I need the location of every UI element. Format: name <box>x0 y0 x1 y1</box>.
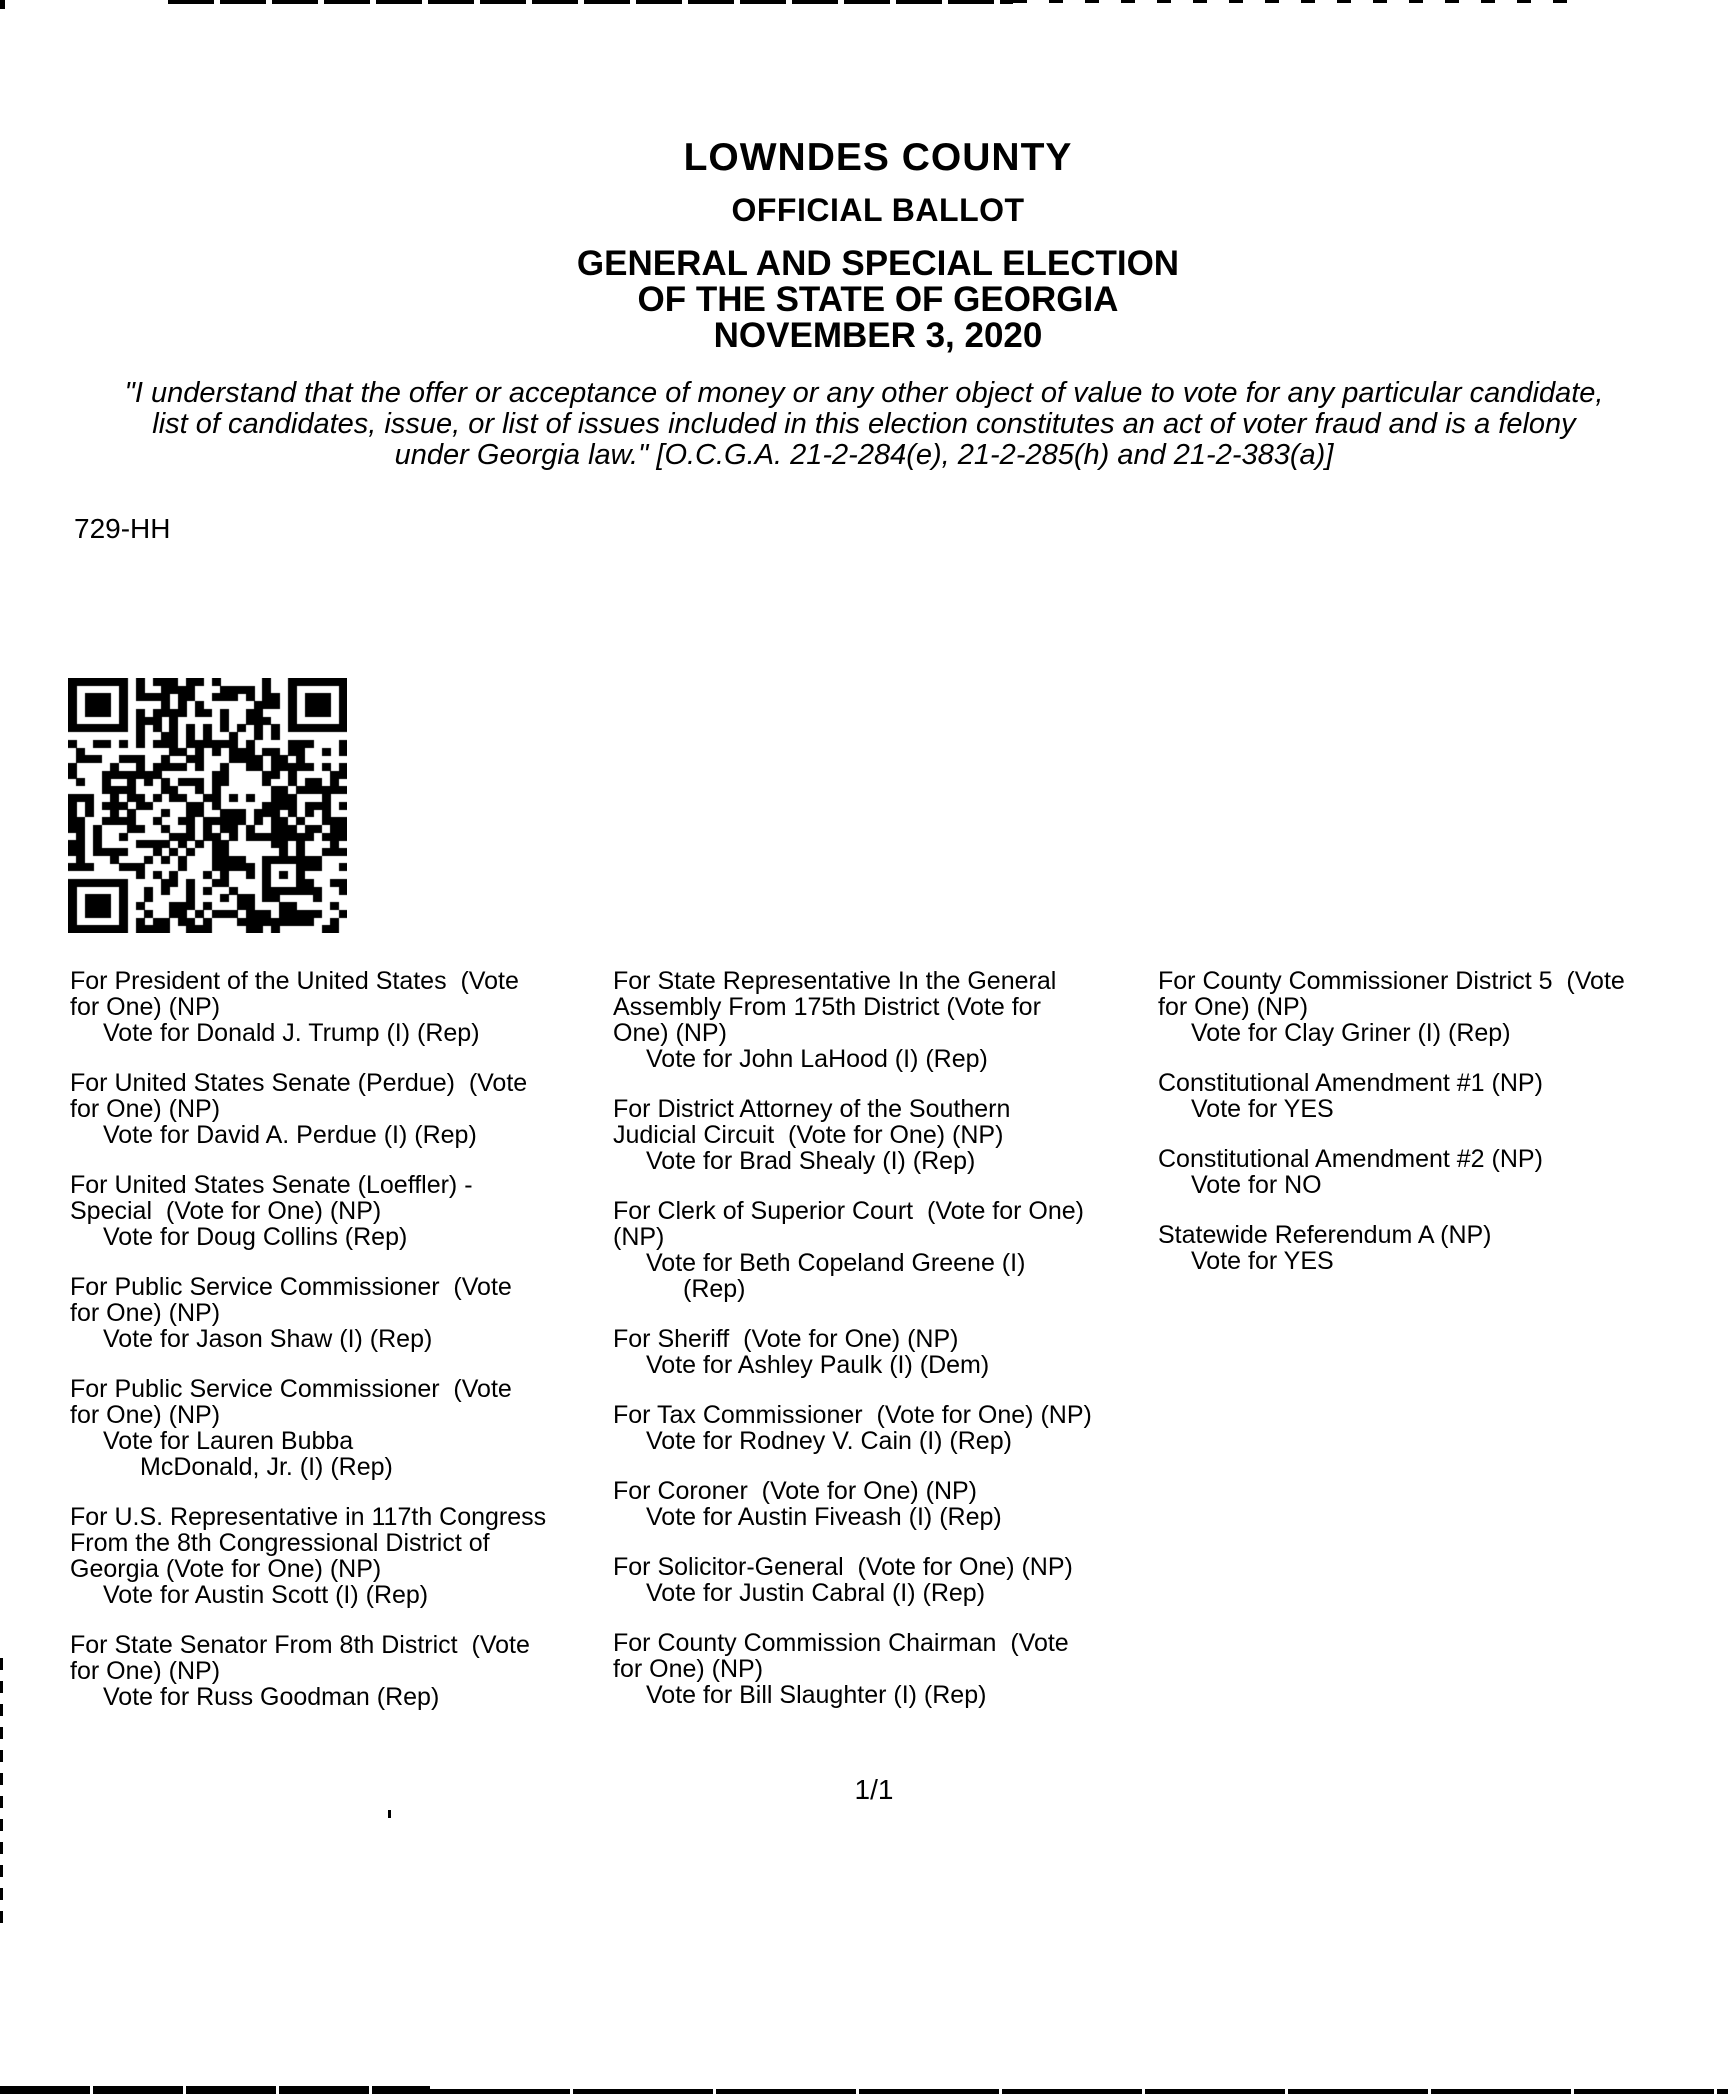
ballot-style-code: 729-HH <box>74 513 171 544</box>
county-title: LOWNDES COUNTY <box>683 136 1073 179</box>
vote-selection-line: Vote for Rodney V. Cain (I) (Rep) <box>646 1427 1012 1455</box>
contest-block <box>1158 1146 1682 1198</box>
contest-title-line: For Public Service Commissioner (Vote <box>70 1375 512 1403</box>
contest-block <box>1158 1070 1682 1122</box>
contest-title-line: For Coroner (Vote for One) (NP) <box>613 1477 978 1505</box>
disclaimer-line: list of candidates, issue, or list of issues included in this election constitutes an act of voter fraud and is a felony <box>152 408 1576 440</box>
contest-block <box>1158 968 1682 1046</box>
contest-title-line: For Public Service Commissioner (Vote <box>70 1273 512 1301</box>
contest-block <box>70 1172 615 1250</box>
scan-artifact-top-edge <box>168 0 1013 4</box>
contest-title-line: Statewide Referendum A (NP) <box>1158 1221 1492 1249</box>
contest-title-line: For United States Senate (Loeffler) - <box>70 1171 473 1199</box>
contest-title-line: For County Commissioner District 5 (Vote <box>1158 968 1625 995</box>
contest-title-line: One) (NP) <box>613 1019 727 1047</box>
election-title <box>14 246 1728 354</box>
contest-block <box>613 1402 1158 1454</box>
vote-selection-line: Vote for Russ Goodman (Rep) <box>103 1683 440 1711</box>
contest-title-line: Judicial Circuit (Vote for One) (NP) <box>613 1121 1004 1149</box>
contest-block <box>70 1274 615 1352</box>
contest-title-line: For United States Senate (Perdue) (Vote <box>70 1069 528 1097</box>
contest-title-line: for One) (NP) <box>70 993 221 1021</box>
voter-fraud-disclaimer <box>0 378 1728 471</box>
scan-artifact-bottom-edge <box>430 2089 1728 2094</box>
vote-selection-line: Vote for Ashley Paulk (I) (Dem) <box>646 1351 990 1379</box>
vote-selection-line: McDonald, Jr. (I) (Rep) <box>140 1453 393 1481</box>
contest-column-3 <box>1158 968 1682 1298</box>
vote-selection-line: Vote for Austin Scott (I) (Rep) <box>103 1581 429 1609</box>
scan-artifact-corner-mark <box>0 0 5 9</box>
contest-block <box>70 1070 615 1148</box>
vote-selection-line: Vote for Jason Shaw (I) (Rep) <box>103 1325 433 1353</box>
vote-selection-line: Vote for John LaHood (I) (Rep) <box>646 1045 988 1073</box>
contest-title-line: For Tax Commissioner (Vote for One) (NP) <box>613 1401 1092 1429</box>
contest-block <box>70 1504 615 1608</box>
vote-selection-line: Vote for David A. Perdue (I) (Rep) <box>103 1121 477 1149</box>
contest-title-line: (NP) <box>613 1223 665 1251</box>
contest-title-line: for One) (NP) <box>70 1299 221 1327</box>
ballot-type-title: OFFICIAL BALLOT <box>731 192 1025 228</box>
contest-title-line: For Sheriff (Vote for One) (NP) <box>613 1325 959 1353</box>
vote-selection-line: Vote for Brad Shealy (I) (Rep) <box>646 1147 976 1175</box>
contest-column-2 <box>613 968 1158 1732</box>
contest-block <box>70 968 615 1046</box>
vote-selection-line: Vote for Justin Cabral (I) (Rep) <box>646 1579 986 1607</box>
contest-title-line: For Solicitor-General (Vote for One) (NP) <box>613 1553 1073 1581</box>
contest-block <box>70 1632 615 1710</box>
contest-title-line: For District Attorney of the Southern <box>613 1095 1011 1123</box>
contest-block <box>613 1630 1158 1708</box>
contest-title-line: For State Representative In the General <box>613 967 1057 995</box>
scan-artifact-top-edge <box>1013 0 1568 3</box>
vote-selection-line: Vote for Bill Slaughter (I) (Rep) <box>646 1681 987 1709</box>
contest-block <box>613 1326 1158 1378</box>
contest-column-1 <box>70 968 615 1734</box>
contest-title-line: Assembly From 175th District (Vote for <box>613 993 1041 1021</box>
contest-title-line: for One) (NP) <box>70 1401 221 1429</box>
vote-selection-line: Vote for NO <box>1191 1171 1322 1199</box>
contest-title-line: Special (Vote for One) (NP) <box>70 1197 382 1225</box>
contest-title-line: Constitutional Amendment #1 (NP) <box>1158 1069 1543 1097</box>
disclaimer-line: under Georgia law." [O.C.G.A. 21-2-284(e), 21-2-285(h) and 21-2-383(a)] <box>394 439 1334 471</box>
election-title-line: OF THE STATE OF GEORGIA <box>637 280 1119 319</box>
scan-artifact-speck <box>388 1810 391 1818</box>
election-title-line: GENERAL AND SPECIAL ELECTION <box>576 244 1180 283</box>
vote-selection-line: Vote for Donald J. Trump (I) (Rep) <box>103 1019 480 1047</box>
scan-artifact-bottom-edge <box>0 2086 430 2094</box>
contest-title-line: For U.S. Representative in 117th Congress <box>70 1503 547 1531</box>
contest-block <box>1158 1222 1682 1274</box>
contest-title-line: for One) (NP) <box>613 1655 764 1683</box>
disclaimer-line: "I understand that the offer or acceptance of money or any other object of value to vote for any particular candidate, <box>124 377 1604 409</box>
contest-block <box>70 1376 615 1480</box>
contest-title-line: For President of the United States (Vote <box>70 967 519 995</box>
vote-selection-line: (Rep) <box>683 1275 746 1303</box>
contest-block <box>613 1096 1158 1174</box>
vote-selection-line: Vote for YES <box>1191 1247 1334 1275</box>
contest-block <box>613 1554 1158 1606</box>
contest-title-line: For County Commission Chairman (Vote <box>613 1629 1069 1657</box>
contest-block <box>613 1478 1158 1530</box>
vote-selection-line: Vote for YES <box>1191 1095 1334 1123</box>
vote-selection-line: Vote for Clay Griner (I) (Rep) <box>1191 1019 1511 1047</box>
scan-artifact-left-edge <box>0 1658 3 1926</box>
contest-block <box>613 968 1158 1072</box>
vote-selection-line: Vote for Austin Fiveash (I) (Rep) <box>646 1503 1002 1531</box>
contest-title-line: From the 8th Congressional District of <box>70 1529 490 1557</box>
contest-title-line: for One) (NP) <box>70 1657 221 1685</box>
vote-selection-line: Vote for Doug Collins (Rep) <box>103 1223 408 1251</box>
election-title-line: NOVEMBER 3, 2020 <box>713 316 1043 355</box>
contest-title-line: Georgia (Vote for One) (NP) <box>70 1555 382 1583</box>
contest-title-line: Constitutional Amendment #2 (NP) <box>1158 1145 1543 1173</box>
contest-title-line: for One) (NP) <box>1158 993 1309 1021</box>
contest-title-line: For State Senator From 8th District (Vote <box>70 1631 530 1659</box>
qr-code-icon <box>68 678 347 933</box>
contest-title-line: for One) (NP) <box>70 1095 221 1123</box>
page-number: 1/1 <box>854 1774 894 1805</box>
contest-block <box>613 1198 1158 1302</box>
vote-selection-line: Vote for Lauren Bubba <box>103 1427 354 1455</box>
vote-selection-line: Vote for Beth Copeland Greene (I) <box>646 1249 1026 1277</box>
contest-title-line: For Clerk of Superior Court (Vote for One) <box>613 1197 1085 1225</box>
